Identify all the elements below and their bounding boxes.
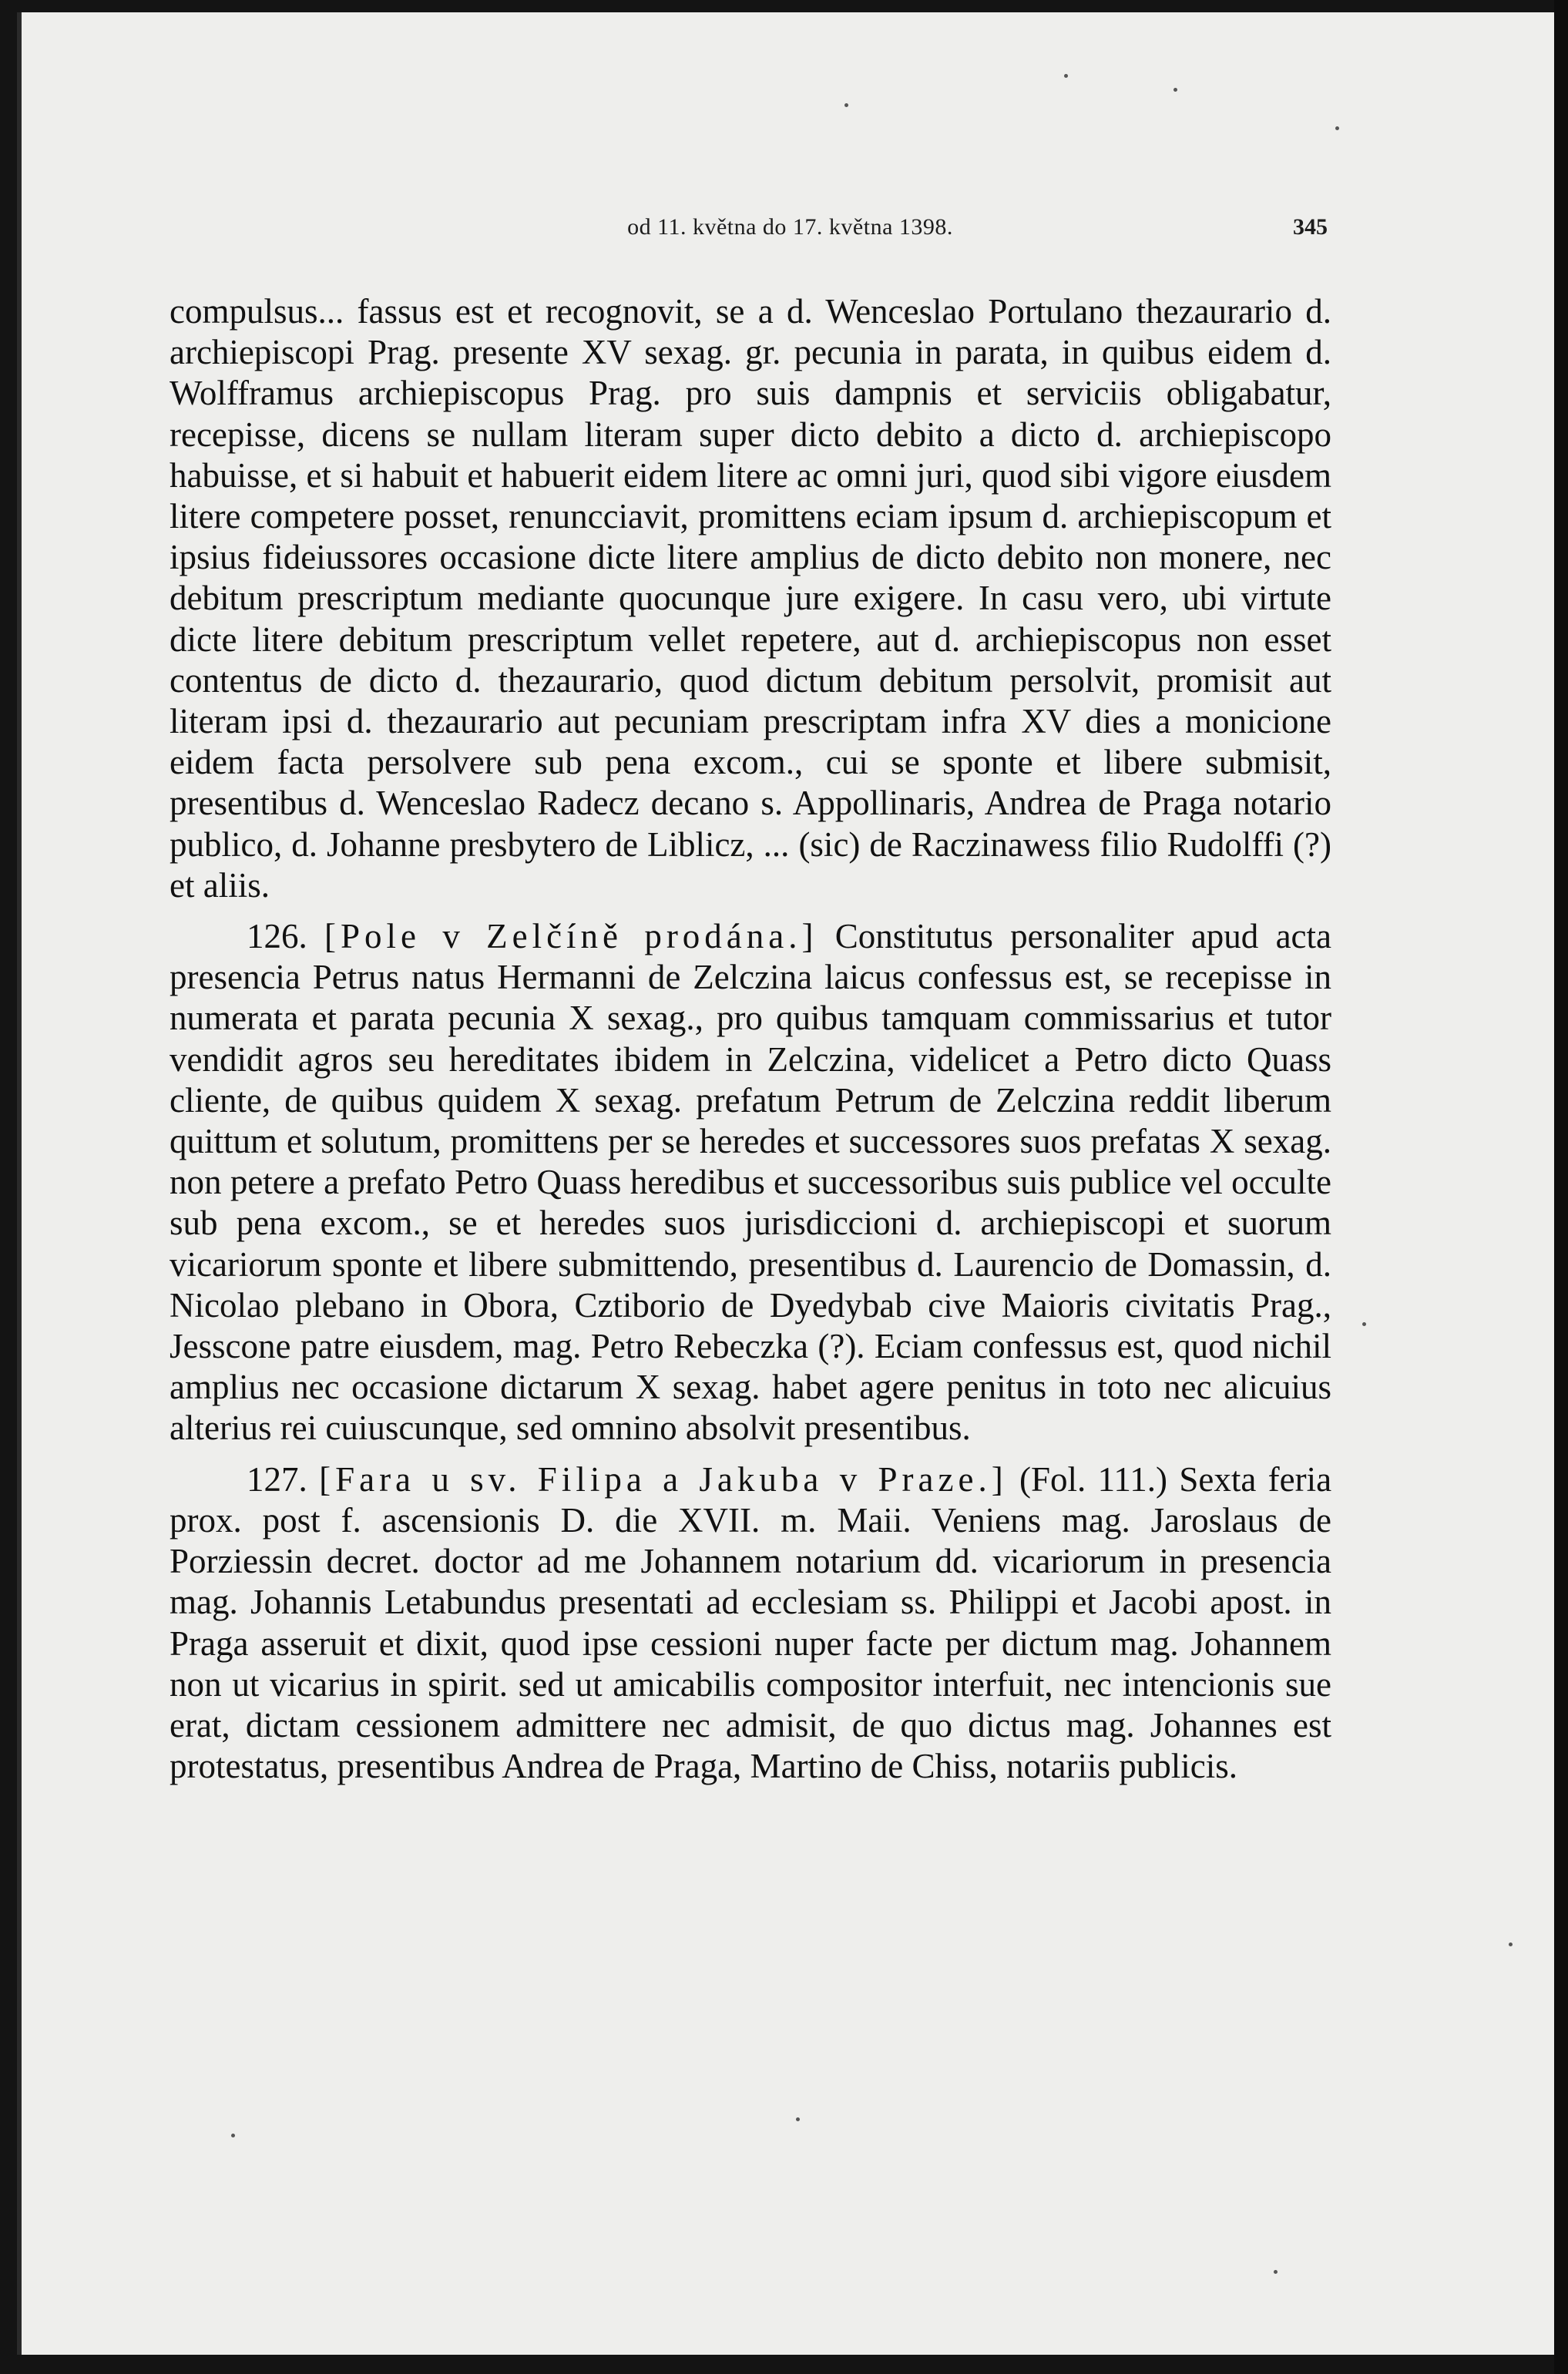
entry-126-heading: [Pole v Zelčíně prodána.]: [324, 917, 818, 956]
scan-speck: [231, 2134, 235, 2137]
page-number: 345: [1293, 214, 1328, 240]
scan-speck: [1335, 126, 1339, 130]
scan-speck: [1173, 88, 1177, 92]
header-title: od 11. května do 17. května 1398.: [627, 214, 953, 240]
paragraph-continuation: compulsus... fassus est et recognovit, se a d. Wenceslao Portulano thezaurario d. archiepiscopi Prag. presente XV sexag. gr. pecunia in parata, in quibus eidem d. Wolfframus archiepiscopus Prag. pro suis dampnis et serviciis obligabatur, recepisse, dicens se nullam literam super dicto debito a dicto d. archiepiscopo habuisse, et si habuit et habuerit eidem litere ac omni juri, quod sibi vigore eiusdem litere competere posset, renuncciavit, promittens eciam ipsum d. archiepiscopum et ipsius fideiussores occasione dicte litere amplius de dicto debito non monere, nec debitum prescriptum mediante quocunque jure exigere. In casu vero, ubi virtute dicte litere debitum prescriptum vellet repetere, aut d. archiepiscopus non esset contentus de dicto d. thezaurario, quod dictum debitum persolvit, promisit aut literam ipsi d. thezaurario aut pecuniam prescriptam infra XV dies a monicione eidem facta persolvere sub pena excom., cui se sponte et libere submisit, presentibus d. Wenceslao Radecz decano s. Appollinaris, Andrea de Praga notario publico, d. Johanne presbytero de Liblicz, ... (sic) de Raczinawess filio Rudolffi (?) et aliis.: [170, 292, 1331, 905]
entry-127-body: Sexta feria prox. post f. ascensionis D. die XVII. m. Maii. Veniens mag. Jaroslaus de Porziessin decret. doctor ad me Johannem notarium dd. vicariorum in presencia mag. Johannis Letabundus presentati ad ecclesiam ss. Philippi et Jacobi apost. in Praga asseruit et dixit, quod ipse cessioni nuper facte per dictum mag. Johannem non ut vicarius in spirit. sed ut amicabilis compositor interfuit, nec intencionis sue erat, dictam cessionem admittere nec admisit, de quo dictus mag. Johannes est protestatus, presentibus Andrea de Praga, Martino de Chiss, notariis publicis.: [170, 1459, 1332, 1786]
entry-127-number: 127.: [247, 1459, 307, 1499]
entry-127-heading: [Fara u sv. Filipa a Jakuba v Praze.]: [319, 1459, 1008, 1499]
scan-right-edge: [1554, 0, 1568, 2374]
scan-speck: [1362, 1322, 1366, 1326]
scan-speck: [1064, 74, 1068, 78]
scan-speck: [844, 103, 848, 107]
entry-127-folio: (Fol. 111.): [1019, 1459, 1167, 1499]
body-text: [170, 291, 1331, 1797]
entry-126-number: 126.: [247, 917, 307, 956]
running-header: [22, 208, 1559, 247]
entry-126: [170, 916, 1331, 1449]
entry-126-body: Constitutus personaliter apud acta presencia Petrus natus Hermanni de Zelczina laicus confessus est, se recepisse in numerata et parata pecunia X sexag., pro quibus tamquam commissarius et tutor vendidit agros seu hereditates ibidem in Zelczina, videlicet a Petro dicto Quass cliente, de quibus quidem X sexag. prefatum Petrum de Zelczina reddit liberum quittum et solutum, promittens per se heredes et successores suos prefatas X sexag. non petere a prefato Petro Quass heredibus et successoribus suis publice vel occulte sub pena excom., se et heredes suos jurisdiccioni d. archiepiscopi et suorum vicariorum sponte et libere submittendo, presentibus d. Laurencio de Domassin, d. Nicolao plebano in Obora, Cztiborio de Dyedybab cive Maioris civitatis Prag., Jesscone patre eiusdem, mag. Petro Rebeczka (?). Eciam confessus est, quod nichil amplius nec occasione dictarum X sexag. habet agere penitus in toto nec alicuius alterius rei cuiuscunque, sed omnino absolvit presentibus.: [170, 917, 1332, 1448]
scan-speck: [1274, 2270, 1278, 2274]
entry-127: [170, 1459, 1331, 1788]
scan-speck: [1509, 1943, 1513, 1946]
book-page: [17, 12, 1559, 2355]
scan-speck: [796, 2117, 800, 2121]
